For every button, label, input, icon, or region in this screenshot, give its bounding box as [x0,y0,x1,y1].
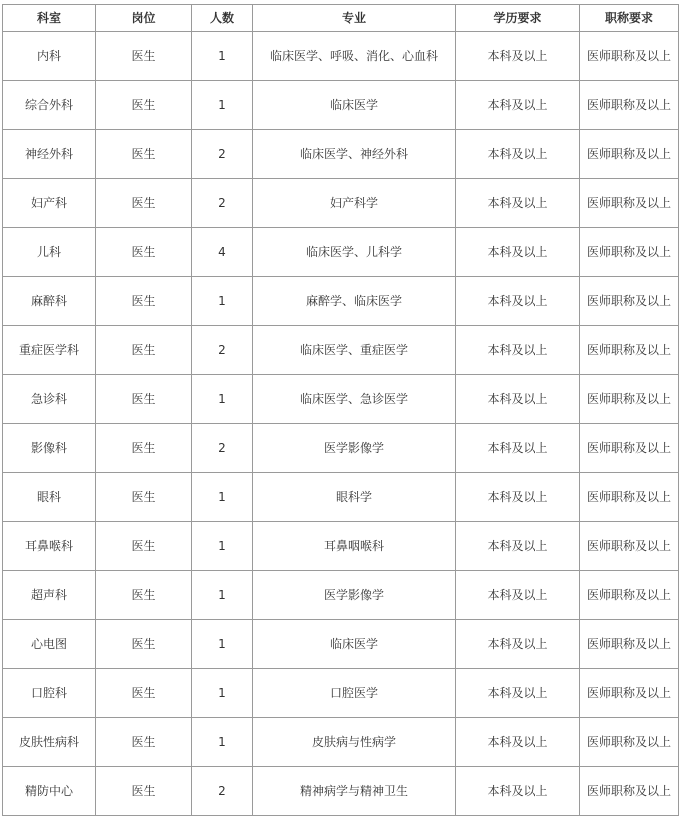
table-header-row [3,5,679,32]
table-row [3,228,679,277]
cell-department: 内科 [3,32,96,81]
table-row [3,669,679,718]
cell-title: 医师职称及以上 [580,571,679,620]
cell-major: 医学影像学 [253,571,456,620]
cell-department: 口腔科 [3,669,96,718]
table-row [3,326,679,375]
cell-title: 医师职称及以上 [580,228,679,277]
cell-position: 医生 [96,81,192,130]
table-body [3,32,679,816]
table-row [3,179,679,228]
cell-education: 本科及以上 [456,424,580,473]
table-row [3,32,679,81]
cell-department: 麻醉科 [3,277,96,326]
cell-education: 本科及以上 [456,81,580,130]
cell-title: 医师职称及以上 [580,424,679,473]
cell-major: 临床医学、急诊医学 [253,375,456,424]
header-headcount: 人数 [192,5,253,32]
cell-headcount: 1 [192,277,253,326]
cell-education: 本科及以上 [456,571,580,620]
cell-title: 医师职称及以上 [580,32,679,81]
cell-department: 妇产科 [3,179,96,228]
cell-title: 医师职称及以上 [580,179,679,228]
cell-education: 本科及以上 [456,32,580,81]
cell-education: 本科及以上 [456,277,580,326]
cell-education: 本科及以上 [456,620,580,669]
cell-major: 临床医学、重症医学 [253,326,456,375]
cell-department: 急诊科 [3,375,96,424]
cell-education: 本科及以上 [456,375,580,424]
recruitment-table [2,4,679,816]
cell-title: 医师职称及以上 [580,473,679,522]
cell-major: 皮肤病与性病学 [253,718,456,767]
cell-department: 心电图 [3,620,96,669]
cell-position: 医生 [96,473,192,522]
cell-position: 医生 [96,424,192,473]
cell-headcount: 1 [192,571,253,620]
cell-headcount: 2 [192,767,253,816]
cell-title: 医师职称及以上 [580,620,679,669]
cell-title: 医师职称及以上 [580,522,679,571]
table-row [3,473,679,522]
cell-position: 医生 [96,326,192,375]
cell-education: 本科及以上 [456,228,580,277]
cell-headcount: 4 [192,228,253,277]
cell-headcount: 1 [192,718,253,767]
cell-department: 儿科 [3,228,96,277]
cell-major: 临床医学、神经外科 [253,130,456,179]
cell-major: 临床医学、儿科学 [253,228,456,277]
cell-headcount: 2 [192,130,253,179]
cell-position: 医生 [96,277,192,326]
cell-major: 眼科学 [253,473,456,522]
cell-department: 重症医学科 [3,326,96,375]
cell-department: 皮肤性病科 [3,718,96,767]
cell-title: 医师职称及以上 [580,767,679,816]
header-major: 专业 [253,5,456,32]
cell-title: 医师职称及以上 [580,375,679,424]
header-title: 职称要求 [580,5,679,32]
cell-title: 医师职称及以上 [580,718,679,767]
cell-position: 医生 [96,669,192,718]
cell-education: 本科及以上 [456,130,580,179]
table-row [3,571,679,620]
cell-title: 医师职称及以上 [580,130,679,179]
table-row [3,375,679,424]
cell-headcount: 1 [192,81,253,130]
table-row [3,130,679,179]
cell-position: 医生 [96,571,192,620]
cell-major: 口腔医学 [253,669,456,718]
cell-position: 医生 [96,32,192,81]
cell-headcount: 1 [192,669,253,718]
cell-major: 医学影像学 [253,424,456,473]
cell-position: 医生 [96,620,192,669]
cell-major: 精神病学与精神卫生 [253,767,456,816]
cell-headcount: 1 [192,620,253,669]
table-row [3,81,679,130]
cell-department: 超声科 [3,571,96,620]
cell-department: 神经外科 [3,130,96,179]
cell-education: 本科及以上 [456,522,580,571]
cell-education: 本科及以上 [456,326,580,375]
cell-headcount: 2 [192,179,253,228]
cell-position: 医生 [96,522,192,571]
table-row [3,277,679,326]
cell-education: 本科及以上 [456,718,580,767]
cell-position: 医生 [96,767,192,816]
cell-title: 医师职称及以上 [580,669,679,718]
cell-title: 医师职称及以上 [580,277,679,326]
cell-major: 临床医学 [253,620,456,669]
header-education: 学历要求 [456,5,580,32]
cell-major: 麻醉学、临床医学 [253,277,456,326]
cell-position: 医生 [96,130,192,179]
cell-department: 精防中心 [3,767,96,816]
cell-title: 医师职称及以上 [580,326,679,375]
cell-major: 耳鼻咽喉科 [253,522,456,571]
header-department: 科室 [3,5,96,32]
cell-headcount: 1 [192,473,253,522]
cell-education: 本科及以上 [456,179,580,228]
cell-department: 耳鼻喉科 [3,522,96,571]
cell-headcount: 2 [192,424,253,473]
header-position: 岗位 [96,5,192,32]
cell-major: 妇产科学 [253,179,456,228]
cell-position: 医生 [96,179,192,228]
cell-headcount: 1 [192,522,253,571]
cell-major: 临床医学 [253,81,456,130]
cell-position: 医生 [96,718,192,767]
cell-education: 本科及以上 [456,473,580,522]
cell-department: 眼科 [3,473,96,522]
cell-headcount: 2 [192,326,253,375]
cell-major: 临床医学、呼吸、消化、心血科 [253,32,456,81]
cell-title: 医师职称及以上 [580,81,679,130]
table-row [3,718,679,767]
table-row [3,424,679,473]
cell-department: 影像科 [3,424,96,473]
cell-position: 医生 [96,375,192,424]
cell-headcount: 1 [192,32,253,81]
table-row [3,620,679,669]
table-row [3,522,679,571]
cell-education: 本科及以上 [456,767,580,816]
cell-education: 本科及以上 [456,669,580,718]
cell-position: 医生 [96,228,192,277]
cell-headcount: 1 [192,375,253,424]
cell-department: 综合外科 [3,81,96,130]
table-row [3,767,679,816]
